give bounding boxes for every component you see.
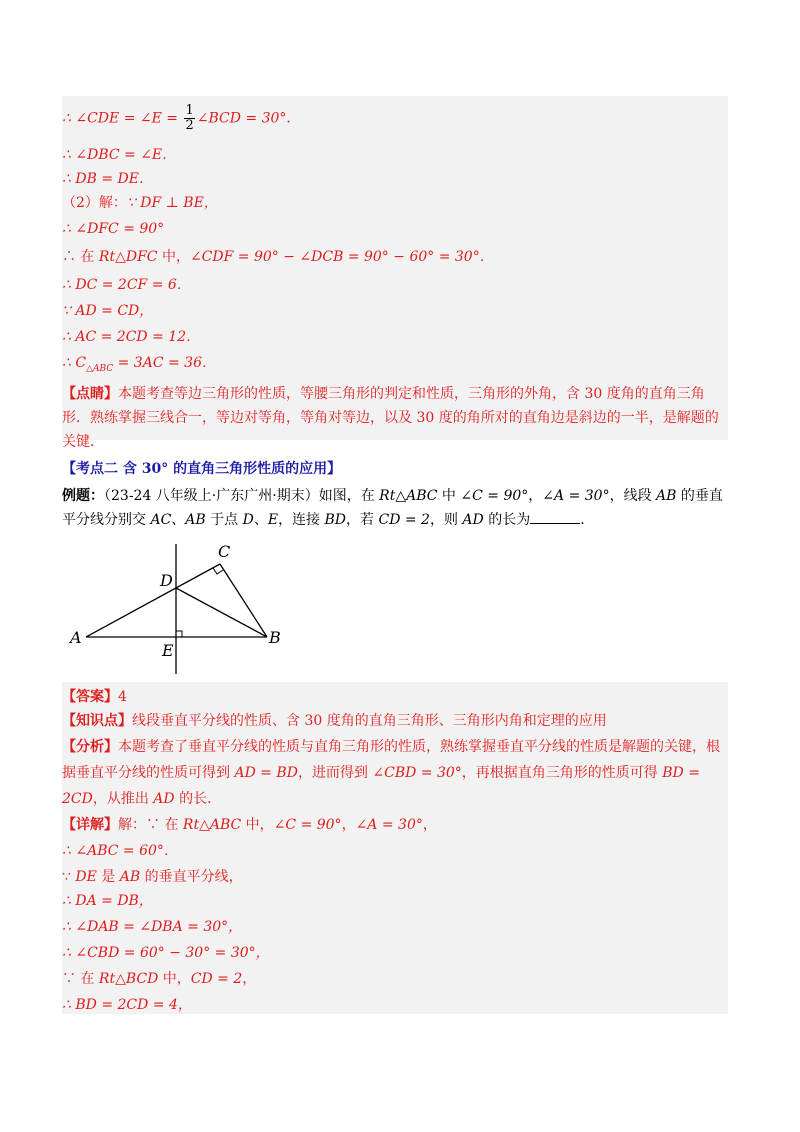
solution-line-9: ∴ AC = 2CD = 12． bbox=[62, 329, 201, 345]
solution-line-3: ∴ DB = DE． bbox=[62, 171, 153, 187]
section-heading: 【考点二 含 30° 的直角三角形性质的应用】 bbox=[62, 461, 342, 477]
answer-line: 【答案】4 bbox=[62, 689, 127, 705]
detail-line-6: ∴ ∠CBD = 60° − 30° = 30°， bbox=[62, 945, 270, 961]
label-E: E bbox=[162, 641, 174, 660]
detail-line-5: ∴ ∠DAB = ∠DBA = 30°， bbox=[62, 919, 243, 935]
segment-DB bbox=[176, 588, 267, 637]
detail-line-2: ∴ ∠ABC = 60°． bbox=[62, 843, 178, 859]
dianjing-paragraph: 【点睛】本题考查等边三角形的性质，等腰三角形的判定和性质，三角形的外角，含 30 度角的直角三角形．熟练掌握三线合一，等边对等角，等角对等边，以及 30 度的角所对的直角边是斜边的一半，是解题的关键． bbox=[62, 386, 719, 450]
solution-line-8: ∵ AD = CD， bbox=[62, 303, 154, 319]
label-D: D bbox=[160, 571, 173, 590]
detail-line-3: ∵ DE 是 AB 的垂直平分线， bbox=[62, 869, 243, 885]
detail-line-7: ∵ 在 Rt△BCD 中，CD = 2， bbox=[62, 971, 257, 987]
label-A: A bbox=[70, 628, 82, 647]
detail-line-1: 【详解】解：∵ 在 Rt△ABC 中，∠C = 90°，∠A = 30°， bbox=[62, 817, 437, 833]
solution-line-10: ∴ $C_{\triangle ABC} = 3AC = 36$． bbox=[62, 355, 216, 374]
fraction-half: $\frac{1}{2}$ bbox=[185, 103, 194, 133]
answer-blank[interactable] bbox=[530, 509, 580, 524]
label-B: B bbox=[269, 628, 281, 647]
label-C: C bbox=[218, 542, 231, 561]
knowledge-line: 【知识点】线段垂直平分线的性质、含 30 度角的直角三角形、三角形内角和定理的应用 bbox=[62, 713, 607, 729]
right-angle-mark-E bbox=[176, 631, 182, 637]
detail-line-8: ∴ BD = 2CD = 4， bbox=[62, 997, 192, 1013]
analysis-paragraph: 【分析】本题考查了垂直平分线的性质与直角三角形的性质，熟练掌握垂直平分线的性质是解题的关键，根据垂直平分线的性质可得到 AD = BD，进而得到 ∠CBD = 30°，再根据直角三角形的性质可得 BD = 2CD，从推出 AD 的长． bbox=[62, 739, 720, 807]
segment-CB bbox=[220, 564, 267, 637]
solution-line-2: ∴ ∠DBC = ∠E． bbox=[62, 147, 177, 163]
detail-line-4: ∴ DA = DB， bbox=[62, 893, 153, 909]
example-paragraph: 例题：（23-24 八年级上·广东广州·期末）如图，在 Rt△ABC 中 ∠C = 90°，∠A = 30°，线段 AB 的垂直平分线分别交 AC、AB 于点 D、E，连接 BD，若 CD = 2，则 AD 的长为 ． bbox=[62, 488, 723, 528]
solution-line-1: ∴ ∠CDE = ∠E = $\frac{1}{2}$ ∠BCD = 30°． bbox=[62, 103, 301, 133]
solution-line-4: （2）解：∵ DF ⊥ BE， bbox=[62, 195, 218, 211]
solution-line-7: ∴ DC = 2CF = 6． bbox=[62, 277, 191, 293]
solution-line-5: ∴ ∠DFC = 90° bbox=[62, 221, 165, 237]
triangle-figure bbox=[62, 538, 302, 678]
right-angle-mark-C bbox=[213, 568, 223, 574]
solution-line-6: ∴ 在 Rt△DFC 中，∠CDF = 90° − ∠DCB = 90° − 60° = 30°． bbox=[62, 249, 494, 265]
